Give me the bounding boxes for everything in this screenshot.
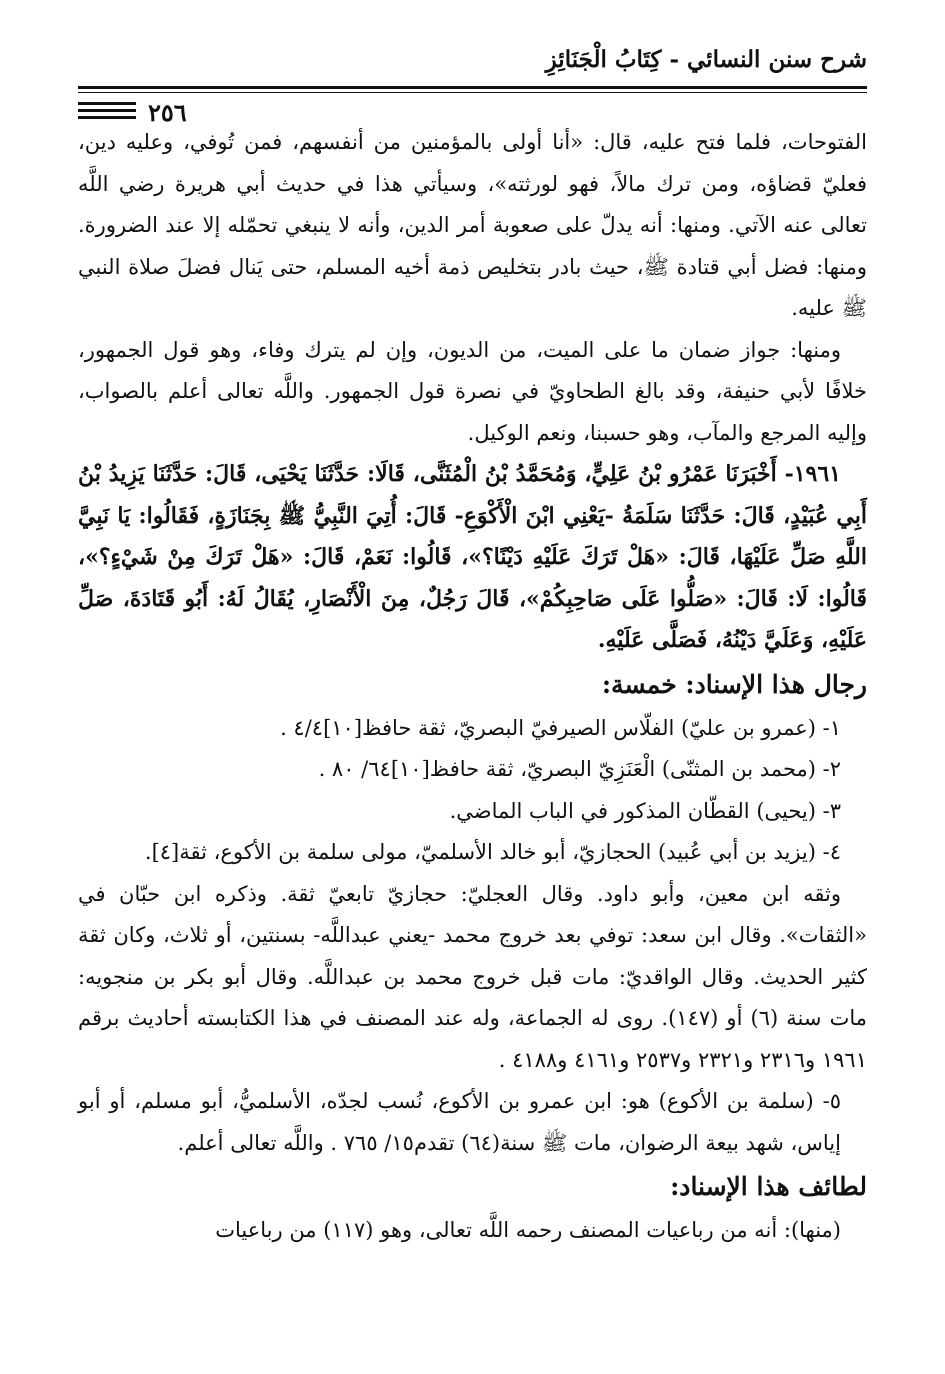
hadith-text: ١٩٦١- أَخْبَرَنَا عَمْرُو بْنُ عَلِيٍّ، وَمُحَمَّدُ بْنُ الْمُثَنَّى، قَالَا: حَدَّثَنَا يَحْيَى، قَالَ: حَدَّثَنَا يَزِيدُ بْنُ أَبِي عُبَيْدٍ، قَالَ: حَدَّثَنَا سَلَمَةُ -يَعْنِي ابْنَ الْأَكْوَعِ- قَالَ: أُتِيَ النَّبِيُّ ﷺ بِجَنَازَةٍ، فَقَالُوا: يَا نَبِيَّ اللَّهِ صَلِّ عَلَيْهَا، قَالَ: «هَلْ تَرَكَ عَلَيْهِ دَيْنًا؟»، قَالُوا: نَعَمْ، قَالَ: «هَلْ تَرَكَ مِنْ شَيْءٍ؟»، قَالُوا: لَا: قَالَ: «صَلُّوا عَلَى صَاحِبِكُمْ»، قَالَ رَجُلٌ، مِنَ الْأَنْصَارِ، يُقَالُ لَهُ: أَبُو قَتَادَةَ، صَلِّ عَلَيْهِ، وَعَلَيَّ دَيْنُهُ، فَصَلَّى عَلَيْهِ.	[78, 461, 867, 653]
paragraph-2: ومنها: جواز ضمان ما على الميت، من الديون، وإن لم يترك وفاء، وهو قول الجمهور، خلافًا لأبي حنيفة، وقد بالغ الطحاويّ في نصرة قول الجمهور. واللَّه تعالى أعلم بالصواب، وإليه المرجع والمآب، وهو حسبنا، ونعم الوكيل.	[78, 337, 867, 445]
narrator-1: ١- (عمرو بن عليّ) الفلّاس الصيرفيّ البصريّ، ثقة حافظ[١٠]٤/٤ .	[280, 715, 841, 740]
page-header	[78, 40, 867, 127]
header-rule	[78, 86, 867, 89]
running-title: شرح سنن النسائي - كِتَابُ الْجَنَائِزِ	[545, 46, 867, 73]
lataif-heading: لطائف هذا الإسناد:	[670, 1172, 867, 1201]
page-body	[78, 122, 867, 1252]
narrator-3: ٣- (يحيى) القطّان المذكور في الباب الماضي.	[449, 798, 841, 823]
paragraph-3: وثقه ابن معين، وأبو داود. وقال العجليّ: حجازيّ تابعيّ ثقة. وذكره ابن حبّان في «الثقات». وقال ابن سعد: توفي بعد خروج محمد -يعني عبداللَّه- بسنتين، أو ثلاث، وكان ثقة كثير الحديث. وقال الواقديّ: مات قبل خروج محمد بن عبداللَّه. وقال أبو بكر بن منجويه: مات سنة (٦) أو (١٤٧). روى له الجماعة، وله عند المصنف في هذا الكتابسته أحاديث برقم ١٩٦١ و٢٣١٦ و٢٣٢١ و٢٥٣٧ و٤١٦١ و٤١٨٨ .	[78, 881, 868, 1072]
page-number: ٢٥٦	[148, 98, 187, 127]
narrator-4: ٤- (يزيد بن أبي عُبيد) الحجازيّ، أبو خالد الأسلميّ، مولى سلمة بن الأكوع، ثقة[٤].	[144, 840, 841, 864]
header-rule-thin	[78, 92, 867, 93]
narrator-2: ٢- (محمد بن المثنّى) الْعَنَزِيّ البصريّ، ثقة حافظ[١٠]٦٤/ ٨٠ .	[318, 757, 841, 781]
paragraph-1: الفتوحات، فلما فتح عليه، قال: «أنا أولى بالمؤمنين من أنفسهم، فمن تُوفي، وعليه دين، فعليّ قضاؤه، ومن ترك مالاً، فهو لورثته»، وسيأتي هذا في حديث أبي هريرة رضي اللَّه تعالى عنه الآتي. ومنها: أنه يدلّ على صعوبة أمر الدين، وأنه لا ينبغي تحمّله إلا عند الضرورة. ومنها: فضل أبي قتادة ﷺ، حيث بادر بتخليص ذمة أخيه المسلم، حتى يَنال فضلَ صلاة النبي ﷺ عليه.	[78, 130, 867, 320]
narrator-5: ٥- (سلمة بن الأكوع) هو: ابن عمرو بن الأكوع، نُسب لجدّه، الأسلميُّ، أبو مسلم، أو أبو إياس، شهد بيعة الرضوان، مات ﷺ سنة(٦٤) تقدم١٥/ ٧٦٥ . واللَّه تعالى أعلم.	[78, 1089, 841, 1155]
isnad-heading: رجال هذا الإسناد: خمسة:	[601, 669, 867, 699]
paragraph-4: (منها): أنه من رباعيات المصنف رحمه اللَّه تعالى، وهو (١١٧) من رباعيات	[215, 1218, 841, 1242]
page-number-bars	[78, 102, 136, 119]
